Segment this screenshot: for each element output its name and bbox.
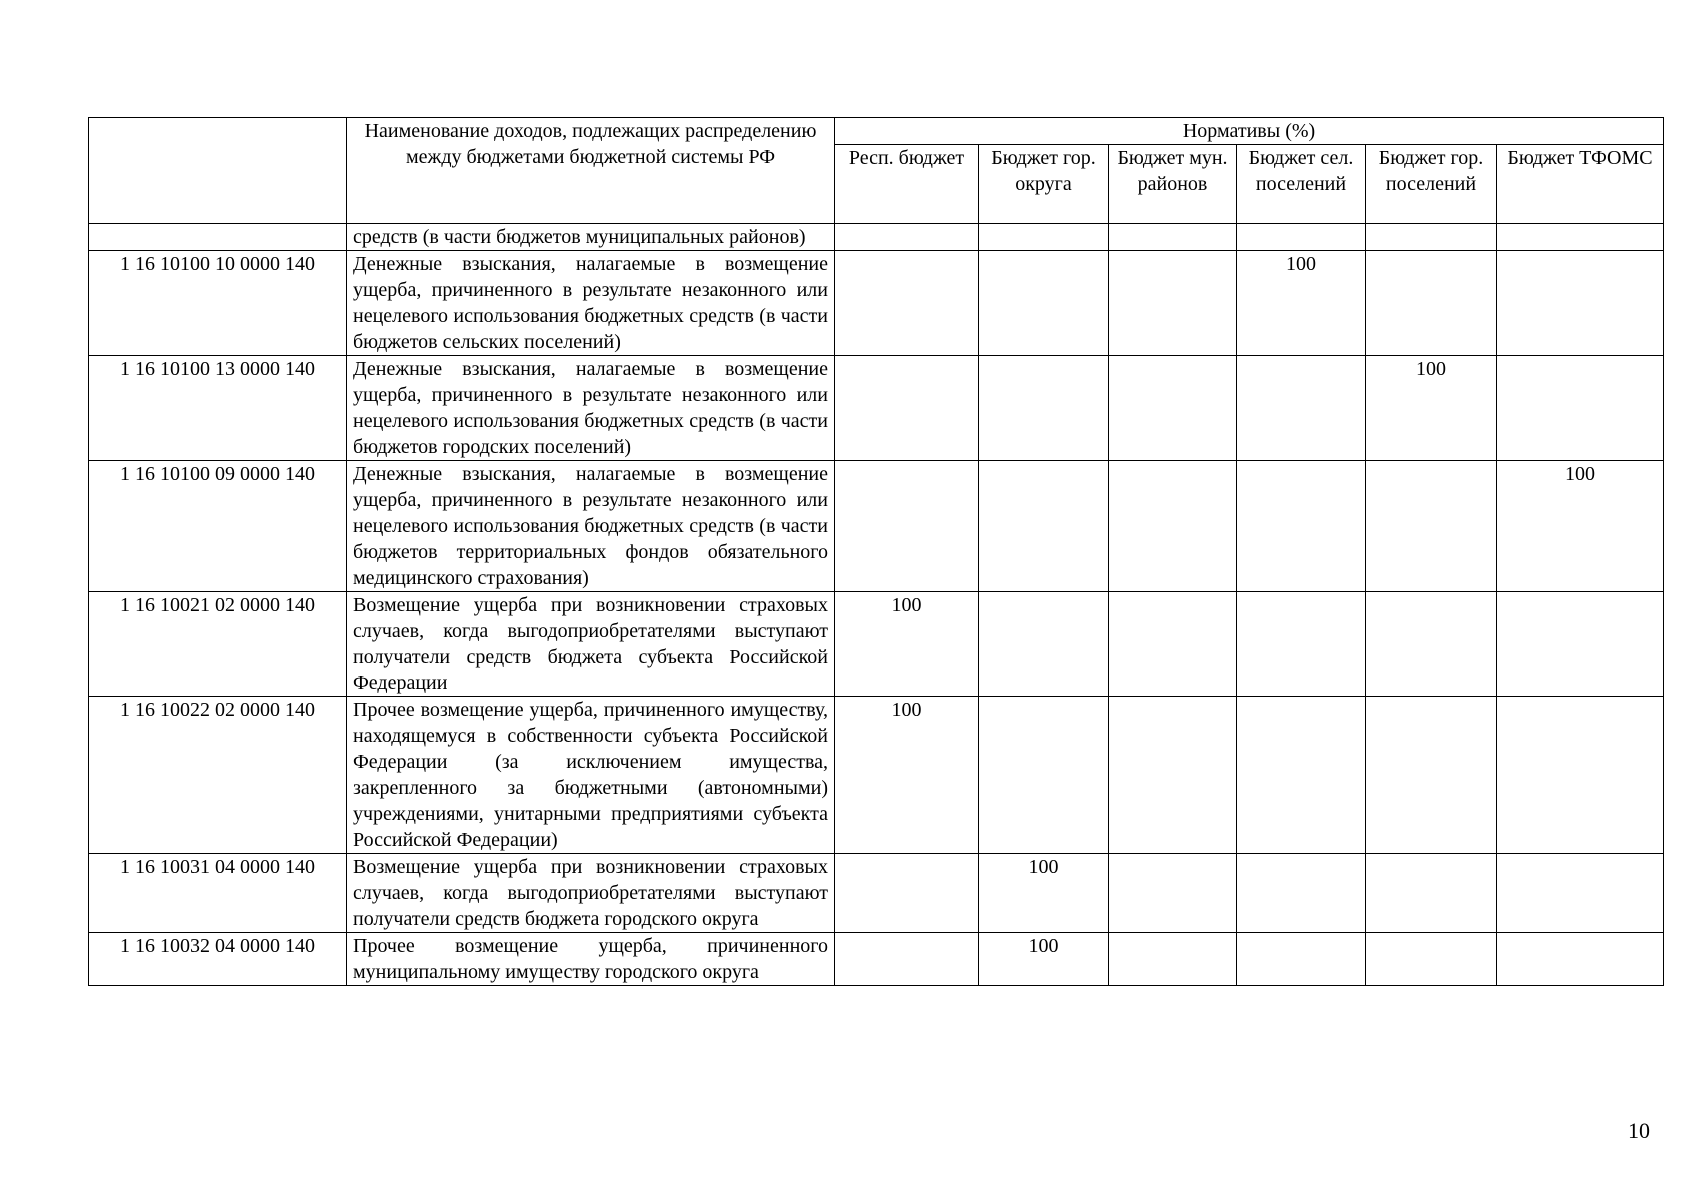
value-tfoms-budget	[1497, 592, 1664, 697]
value-resp-budget	[835, 356, 979, 461]
column-header-rural-settlement-budget: Бюджет сел. поселений	[1237, 145, 1366, 224]
value-rural-settlement-budget	[1237, 697, 1366, 854]
table-row	[89, 697, 1664, 854]
value-city-district-budget	[979, 697, 1109, 854]
value-municipal-district-budget	[1109, 224, 1237, 251]
value-resp-budget	[835, 933, 979, 986]
value-urban-settlement-budget	[1366, 251, 1497, 356]
value-rural-settlement-budget	[1237, 461, 1366, 592]
value-urban-settlement-budget	[1366, 224, 1497, 251]
revenue-code: 1 16 10100 09 0000 140	[89, 461, 347, 592]
value-municipal-district-budget	[1109, 854, 1237, 933]
revenue-code: 1 16 10021 02 0000 140	[89, 592, 347, 697]
value-tfoms-budget	[1497, 854, 1664, 933]
value-municipal-district-budget	[1109, 356, 1237, 461]
value-rural-settlement-budget: 100	[1237, 251, 1366, 356]
revenue-code	[89, 224, 347, 251]
value-resp-budget	[835, 854, 979, 933]
table-row	[89, 461, 1664, 592]
revenue-distribution-table	[88, 117, 1664, 986]
revenue-code: 1 16 10100 13 0000 140	[89, 356, 347, 461]
value-resp-budget	[835, 224, 979, 251]
value-city-district-budget	[979, 251, 1109, 356]
revenue-name: Денежные взыскания, налагаемые в возмещение ущерба, причиненного в результате незаконного или нецелевого использования бюджетных средств (в части бюджетов территориальных фондов обязательного медицинского страхования)	[347, 461, 835, 592]
value-city-district-budget	[979, 461, 1109, 592]
name-column-header: Наименование доходов, подлежащих распределению между бюджетами бюджетной системы РФ	[347, 118, 835, 224]
value-city-district-budget	[979, 592, 1109, 697]
table-row	[89, 933, 1664, 986]
table-row	[89, 854, 1664, 933]
value-municipal-district-budget	[1109, 592, 1237, 697]
revenue-code: 1 16 10100 10 0000 140	[89, 251, 347, 356]
table-header	[89, 118, 1664, 224]
column-header-municipal-district-budget: Бюджет мун. районов	[1109, 145, 1237, 224]
norms-group-header: Нормативы (%)	[835, 118, 1664, 145]
revenue-name: Прочее возмещение ущерба, причиненного имуществу, находящемуся в собственности субъекта Российской Федерации (за исключением имущества, закрепленного за бюджетными (автономными) учреждениями, унитарными предприятиями субъекта Российской Федерации)	[347, 697, 835, 854]
value-resp-budget	[835, 251, 979, 356]
table-row	[89, 356, 1664, 461]
value-urban-settlement-budget	[1366, 461, 1497, 592]
revenue-name: Возмещение ущерба при возникновении страховых случаев, когда выгодоприобретателями выступают получатели средств бюджета субъекта Российской Федерации	[347, 592, 835, 697]
table-body	[89, 224, 1664, 986]
revenue-name: Денежные взыскания, налагаемые в возмещение ущерба, причиненного в результате незаконного или нецелевого использования бюджетных средств (в части бюджетов городских поселений)	[347, 356, 835, 461]
value-resp-budget	[835, 461, 979, 592]
value-city-district-budget	[979, 356, 1109, 461]
value-rural-settlement-budget	[1237, 854, 1366, 933]
value-rural-settlement-budget	[1237, 933, 1366, 986]
value-tfoms-budget: 100	[1497, 461, 1664, 592]
value-tfoms-budget	[1497, 697, 1664, 854]
value-urban-settlement-budget	[1366, 592, 1497, 697]
table-row	[89, 592, 1664, 697]
value-rural-settlement-budget	[1237, 592, 1366, 697]
value-municipal-district-budget	[1109, 697, 1237, 854]
revenue-name: Денежные взыскания, налагаемые в возмещение ущерба, причиненного в результате незаконного или нецелевого использования бюджетных средств (в части бюджетов сельских поселений)	[347, 251, 835, 356]
revenue-code: 1 16 10022 02 0000 140	[89, 697, 347, 854]
column-header-city-district-budget: Бюджет гор. округа	[979, 145, 1109, 224]
value-tfoms-budget	[1497, 224, 1664, 251]
value-resp-budget: 100	[835, 697, 979, 854]
value-municipal-district-budget	[1109, 251, 1237, 356]
value-rural-settlement-budget	[1237, 356, 1366, 461]
page-number: 10	[1628, 1118, 1650, 1143]
value-rural-settlement-budget	[1237, 224, 1366, 251]
column-header-resp-budget: Респ. бюджет	[835, 145, 979, 224]
column-header-tfoms-budget: Бюджет ТФОМС	[1497, 145, 1664, 224]
value-urban-settlement-budget	[1366, 854, 1497, 933]
code-column-header	[89, 118, 347, 224]
value-city-district-budget	[979, 224, 1109, 251]
revenue-name: средств (в части бюджетов муниципальных районов)	[347, 224, 835, 251]
value-resp-budget: 100	[835, 592, 979, 697]
table-row	[89, 251, 1664, 356]
value-tfoms-budget	[1497, 933, 1664, 986]
value-urban-settlement-budget	[1366, 697, 1497, 854]
value-city-district-budget: 100	[979, 933, 1109, 986]
revenue-code: 1 16 10032 04 0000 140	[89, 933, 347, 986]
value-urban-settlement-budget: 100	[1366, 356, 1497, 461]
value-tfoms-budget	[1497, 251, 1664, 356]
value-municipal-district-budget	[1109, 933, 1237, 986]
revenue-code: 1 16 10031 04 0000 140	[89, 854, 347, 933]
value-tfoms-budget	[1497, 356, 1664, 461]
column-header-urban-settlement-budget: Бюджет гор. поселений	[1366, 145, 1497, 224]
value-urban-settlement-budget	[1366, 933, 1497, 986]
revenue-name: Прочее возмещение ущерба, причиненного муниципальному имуществу городского округа	[347, 933, 835, 986]
revenue-name: Возмещение ущерба при возникновении страховых случаев, когда выгодоприобретателями выступают получатели средств бюджета городского округа	[347, 854, 835, 933]
value-city-district-budget: 100	[979, 854, 1109, 933]
table-row	[89, 224, 1664, 251]
value-municipal-district-budget	[1109, 461, 1237, 592]
